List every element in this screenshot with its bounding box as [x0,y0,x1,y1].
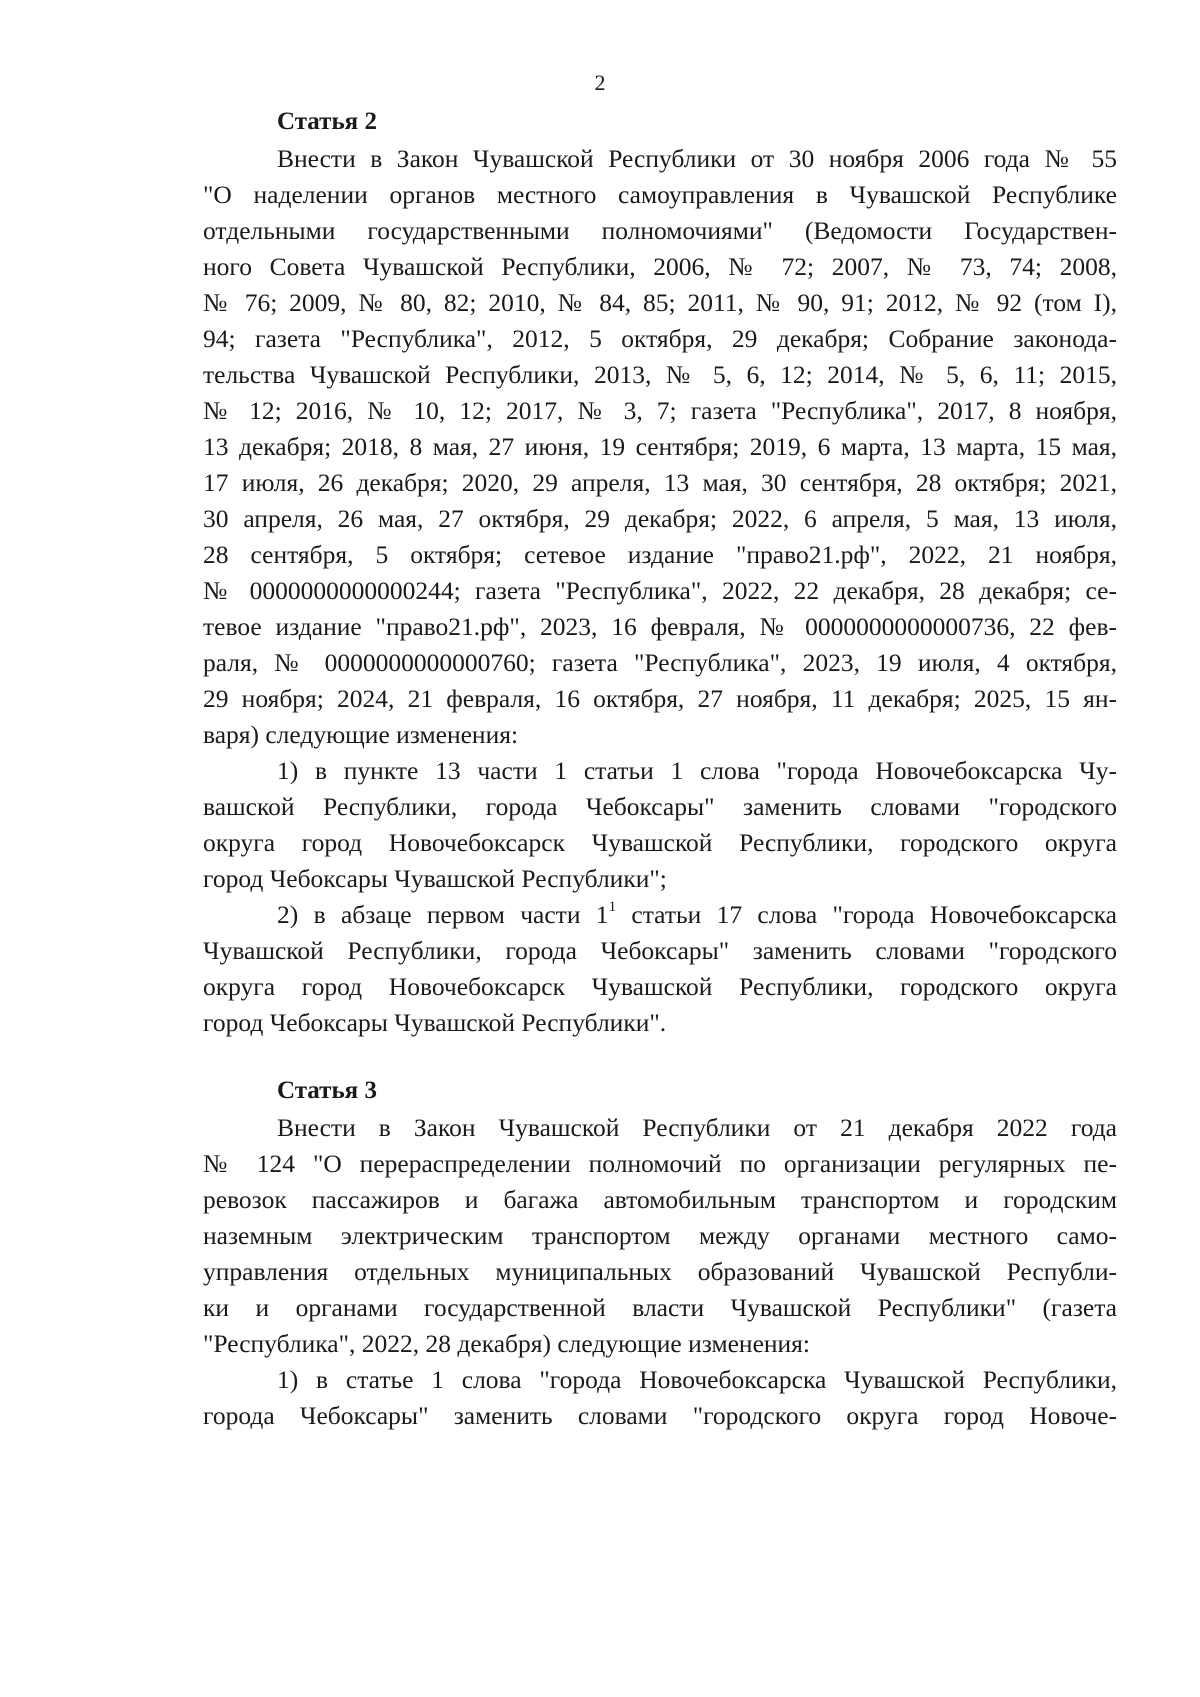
article-2-title: Статья 2 [277,108,377,135]
article-2-item-1-line: город Чебоксары Чувашской Республики"; [203,864,667,893]
article-3-item-1-line: города Чебоксары" заменить словами "городского округа город Новоче- [203,1401,1117,1430]
article-2-item-1-line: округа город Новочебоксарск Чувашской Республики, городского округа [203,828,1117,857]
article-2-item-2-line: Чувашской Республики, города Чебоксары" заменить словами "городского [203,936,1117,965]
article-2-preamble-line: тельства Чувашской Республики, 2013, № 5, 6, 12; 2014, № 5, 6, 11; 2015, [203,360,1117,389]
article-3-preamble-line: ревозок пассажиров и багажа автомобильным транспортом и городским [203,1185,1117,1214]
article-2-preamble-line: № 0000000000000244; газета "Республика", 2022, 22 декабря, 28 декабря; се- [203,576,1117,605]
page-number: 2 [594,70,606,95]
article-2-preamble-line: № 12; 2016, № 10, 12; 2017, № 3, 7; газета "Республика", 2017, 8 ноября, [203,396,1117,425]
article-2-item-2-line: округа город Новочебоксарск Чувашской Республики, городского округа [203,972,1117,1001]
article-3-preamble-line: № 124 "О перераспределении полномочий по организации регулярных пе- [203,1149,1117,1178]
article-2-item-2-line: город Чебоксары Чувашской Республики". [203,1008,667,1037]
superscript: 1 [608,899,617,915]
article-2-preamble-line: 94; газета "Республика", 2012, 5 октября, 29 декабря; Собрание законода- [203,324,1117,353]
article-2-preamble-line: тевое издание "право21.рф", 2023, 16 февраля, № 0000000000000736, 22 фев- [203,612,1117,641]
article-3-preamble-line: ки и органами государственной власти Чувашской Республики" (газета [203,1293,1117,1322]
article-3-preamble-line: "Республика", 2022, 28 декабря) следующие изменения: [203,1329,810,1358]
article-2-preamble-line: ного Совета Чувашской Республики, 2006, № 72; 2007, № 73, 74; 2008, [203,252,1117,281]
article-3-preamble-line: наземным электрическим транспортом между органами местного само- [203,1221,1117,1250]
article-3-title: Статья 3 [277,1077,377,1104]
article-2-preamble-line: Внести в Закон Чувашской Республики от 30 ноября 2006 года № 55 [277,144,1117,173]
article-2-item-1-line: вашской Республики, города Чебоксары" заменить словами "городского [203,792,1117,821]
article-3-preamble-line: Внести в Закон Чувашской Республики от 21 декабря 2022 года [277,1113,1117,1142]
article-2-preamble-line: № 76; 2009, № 80, 82; 2010, № 84, 85; 2011, № 90, 91; 2012, № 92 (том I), [203,288,1117,317]
article-2-item-2-text: 2) в абзаце первом части 1 [277,900,609,929]
article-2-item-2-text: статьи 17 слова "города Новочебоксарска [616,900,1117,929]
article-2-item-2-line [277,900,1117,930]
article-3-item-1-line: 1) в статье 1 слова "города Новочебоксарска Чувашской Республики, [277,1365,1117,1394]
article-2-preamble-line: 13 декабря; 2018, 8 мая, 27 июня, 19 сентября; 2019, 6 марта, 13 марта, 15 мая, [203,432,1117,461]
article-2-item-1-line: 1) в пункте 13 части 1 статьи 1 слова "города Новочебоксарска Чу- [277,756,1117,785]
article-2-preamble-line: варя) следующие изменения: [203,720,519,749]
article-2-preamble-line: 30 апреля, 26 мая, 27 октября, 29 декабря; 2022, 6 апреля, 5 мая, 13 июля, [203,504,1117,533]
article-2-preamble-line: 17 июля, 26 декабря; 2020, 29 апреля, 13 мая, 30 сентября, 28 октября; 2021, [203,468,1117,497]
article-2-preamble-line: "О наделении органов местного самоуправления в Чувашской Республике [203,180,1117,209]
article-2-preamble-line: раля, № 0000000000000760; газета "Республика", 2023, 19 июля, 4 октября, [203,648,1117,677]
article-2-preamble-line: 28 сентября, 5 октября; сетевое издание "право21.рф", 2022, 21 ноября, [203,540,1117,569]
article-2-preamble-line: 29 ноября; 2024, 21 февраля, 16 октября, 27 ноября, 11 декабря; 2025, 15 ян- [203,684,1117,713]
article-3-preamble-line: управления отдельных муниципальных образований Чувашской Республи- [203,1257,1117,1286]
article-2-preamble-line: отдельными государственными полномочиями" (Ведомости Государствен- [203,216,1117,245]
